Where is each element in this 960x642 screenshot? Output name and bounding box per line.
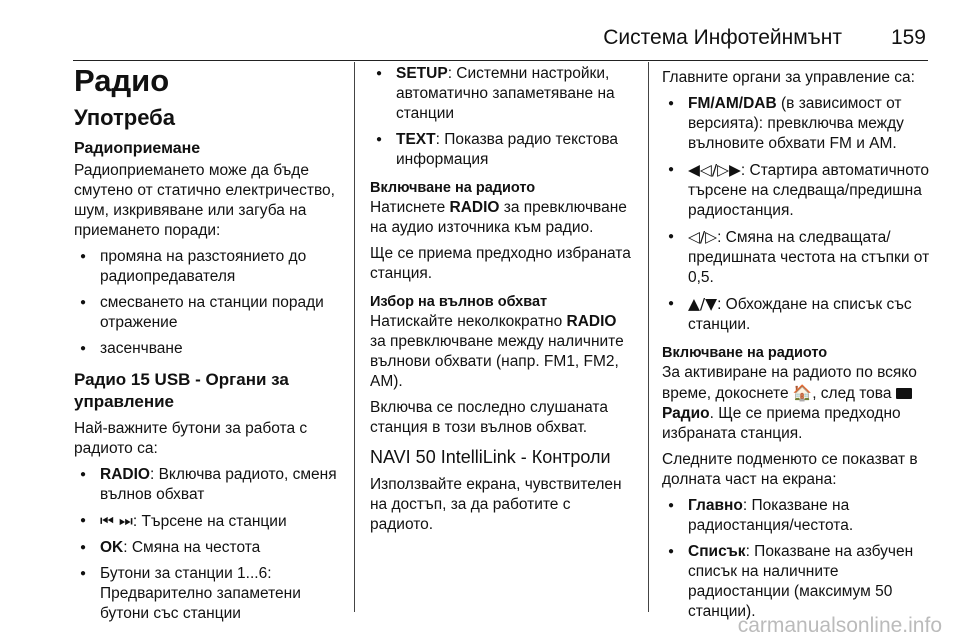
text-run: . Ще се приема предходно избраната станция. xyxy=(662,405,901,442)
menu-label-main: Главно xyxy=(688,497,743,514)
column-2 xyxy=(370,62,634,541)
step-arrows-icon: ◁/▷ xyxy=(688,228,718,246)
paragraph xyxy=(370,312,634,392)
column-1 xyxy=(74,62,344,630)
list-item xyxy=(74,465,344,505)
text-run: за превключване на аудио източника към радио. xyxy=(370,199,627,236)
column-3 xyxy=(662,62,930,628)
list-item xyxy=(74,538,344,558)
list-item xyxy=(662,227,930,288)
list-item xyxy=(74,511,344,532)
controls-list xyxy=(74,465,344,624)
controls-list xyxy=(370,64,634,170)
page-header xyxy=(0,26,960,56)
text-run: Натискайте неколкократно xyxy=(370,313,567,330)
paragraph xyxy=(662,363,930,444)
button-label-ok: OK xyxy=(100,539,124,556)
header-title: Система Инфотейнмънт xyxy=(603,26,842,49)
submenu-list xyxy=(662,496,930,622)
list-item: ● Бутони за станции 1...6: Предварително запаметени бутони със станции xyxy=(74,564,344,624)
list-item xyxy=(370,64,634,124)
paragraph: Включва се последно слушаната станция в този вълнов обхват. xyxy=(370,399,608,436)
intro-paragraph: Радиоприемането може да бъде смутено от статично електричество, шум, изкривяване или загуба на приемането поради: xyxy=(74,162,335,239)
topic-heading: NAVI 50 IntelliLink - Контроли xyxy=(370,447,611,467)
list-item-text: : Търсене на станции xyxy=(132,513,287,530)
controls-list xyxy=(662,94,930,335)
watermark: carmanualsonline.info xyxy=(737,614,942,637)
page-number: 159 xyxy=(890,26,926,49)
list-item xyxy=(662,294,930,335)
paragraph xyxy=(370,198,634,238)
text-run: , след това xyxy=(812,385,896,402)
list-item xyxy=(662,160,930,221)
list-item-text: (в зависимост от версията): превключва между вълновите обхвати FM и AM. xyxy=(688,95,904,152)
topic-heading: Избор на вълнов обхват xyxy=(370,294,548,310)
paragraph: Използвайте екрана, чувствителен на достъп, за да работите с радиото. xyxy=(370,476,622,533)
list-item-text: : Смяна на следващата/предишната честота на стъпки от 0,5. xyxy=(688,229,930,286)
up-down-arrows-icon: ▲/▼ xyxy=(688,295,718,313)
text-run: Натиснете xyxy=(370,199,450,216)
button-label-radio: RADIO xyxy=(100,466,150,483)
list-item: ● смесването на станции поради отражение xyxy=(74,293,344,333)
button-label-text: TEXT xyxy=(396,131,436,148)
button-label-radio: RADIO xyxy=(566,313,617,330)
topic-heading: Радио 15 USB - Органи за управление xyxy=(74,370,289,411)
paragraph: Главните органи за управление са: xyxy=(662,69,915,86)
list-item-text: : Обхождане на списък със станции. xyxy=(688,296,912,333)
bullet-list xyxy=(74,247,344,359)
list-item-text: : Системни настройки, автоматично запаметяване на станции xyxy=(396,65,615,122)
button-label-radio: Радио xyxy=(662,405,710,422)
subsection-title: Употреба xyxy=(74,105,176,130)
list-item xyxy=(662,496,930,536)
list-item xyxy=(662,94,930,154)
topic-heading: Включване на радиото xyxy=(662,345,828,361)
button-label-setup: SETUP xyxy=(396,65,448,82)
paragraph: Ще се приема предходно избраната станция. xyxy=(370,245,631,282)
list-item: ● промяна на разстоянието до радиопредавателя xyxy=(74,247,344,287)
topic-heading: Радиоприемане xyxy=(74,140,201,157)
radio-icon xyxy=(896,388,912,399)
text-run: За активиране на радиото по всяко време, докоснете xyxy=(662,364,917,402)
list-item: ● засенчване xyxy=(74,339,344,359)
button-label-radio: RADIO xyxy=(449,199,500,216)
topic-heading: Включване на радиото xyxy=(370,180,536,196)
list-item-text: : Показва радио текстова информация xyxy=(396,131,619,168)
paragraph: Най-важните бутони за работа с радиото са: xyxy=(74,420,308,457)
home-icon: 🏠 xyxy=(792,384,813,402)
button-label-fm-am-dab: FM/AM/DAB xyxy=(688,95,777,112)
list-item xyxy=(370,130,634,170)
column-divider xyxy=(648,62,649,612)
list-item-text: : Стартира автоматичното търсене на следваща/предишна радиостанция. xyxy=(688,162,930,219)
seek-arrows-icon: ◀◁/▷▶ xyxy=(688,161,741,179)
section-title: Радио xyxy=(74,63,170,98)
list-item-text: : Смяна на честота xyxy=(123,539,261,556)
list-item-text: : Показване на азбучен списък на наличните радиостанции (максимум 50 станции). xyxy=(688,543,914,620)
menu-label-list: Списък xyxy=(688,543,746,560)
list-item xyxy=(662,542,930,622)
text-run: за превключване между наличните вълнови обхвати (напр. FM1, FM2, AM). xyxy=(370,333,624,390)
list-item-text: : Включва радиото, сменя вълнов обхват xyxy=(100,466,337,503)
seek-icon: ⏮ ⏭ xyxy=(100,512,133,530)
paragraph: Следните подменюто се показват в долната част на екрана: xyxy=(662,451,918,488)
header-rule xyxy=(73,60,928,61)
list-item-text: : Показване на радиостанция/честота. xyxy=(688,497,854,534)
column-divider xyxy=(354,62,355,612)
